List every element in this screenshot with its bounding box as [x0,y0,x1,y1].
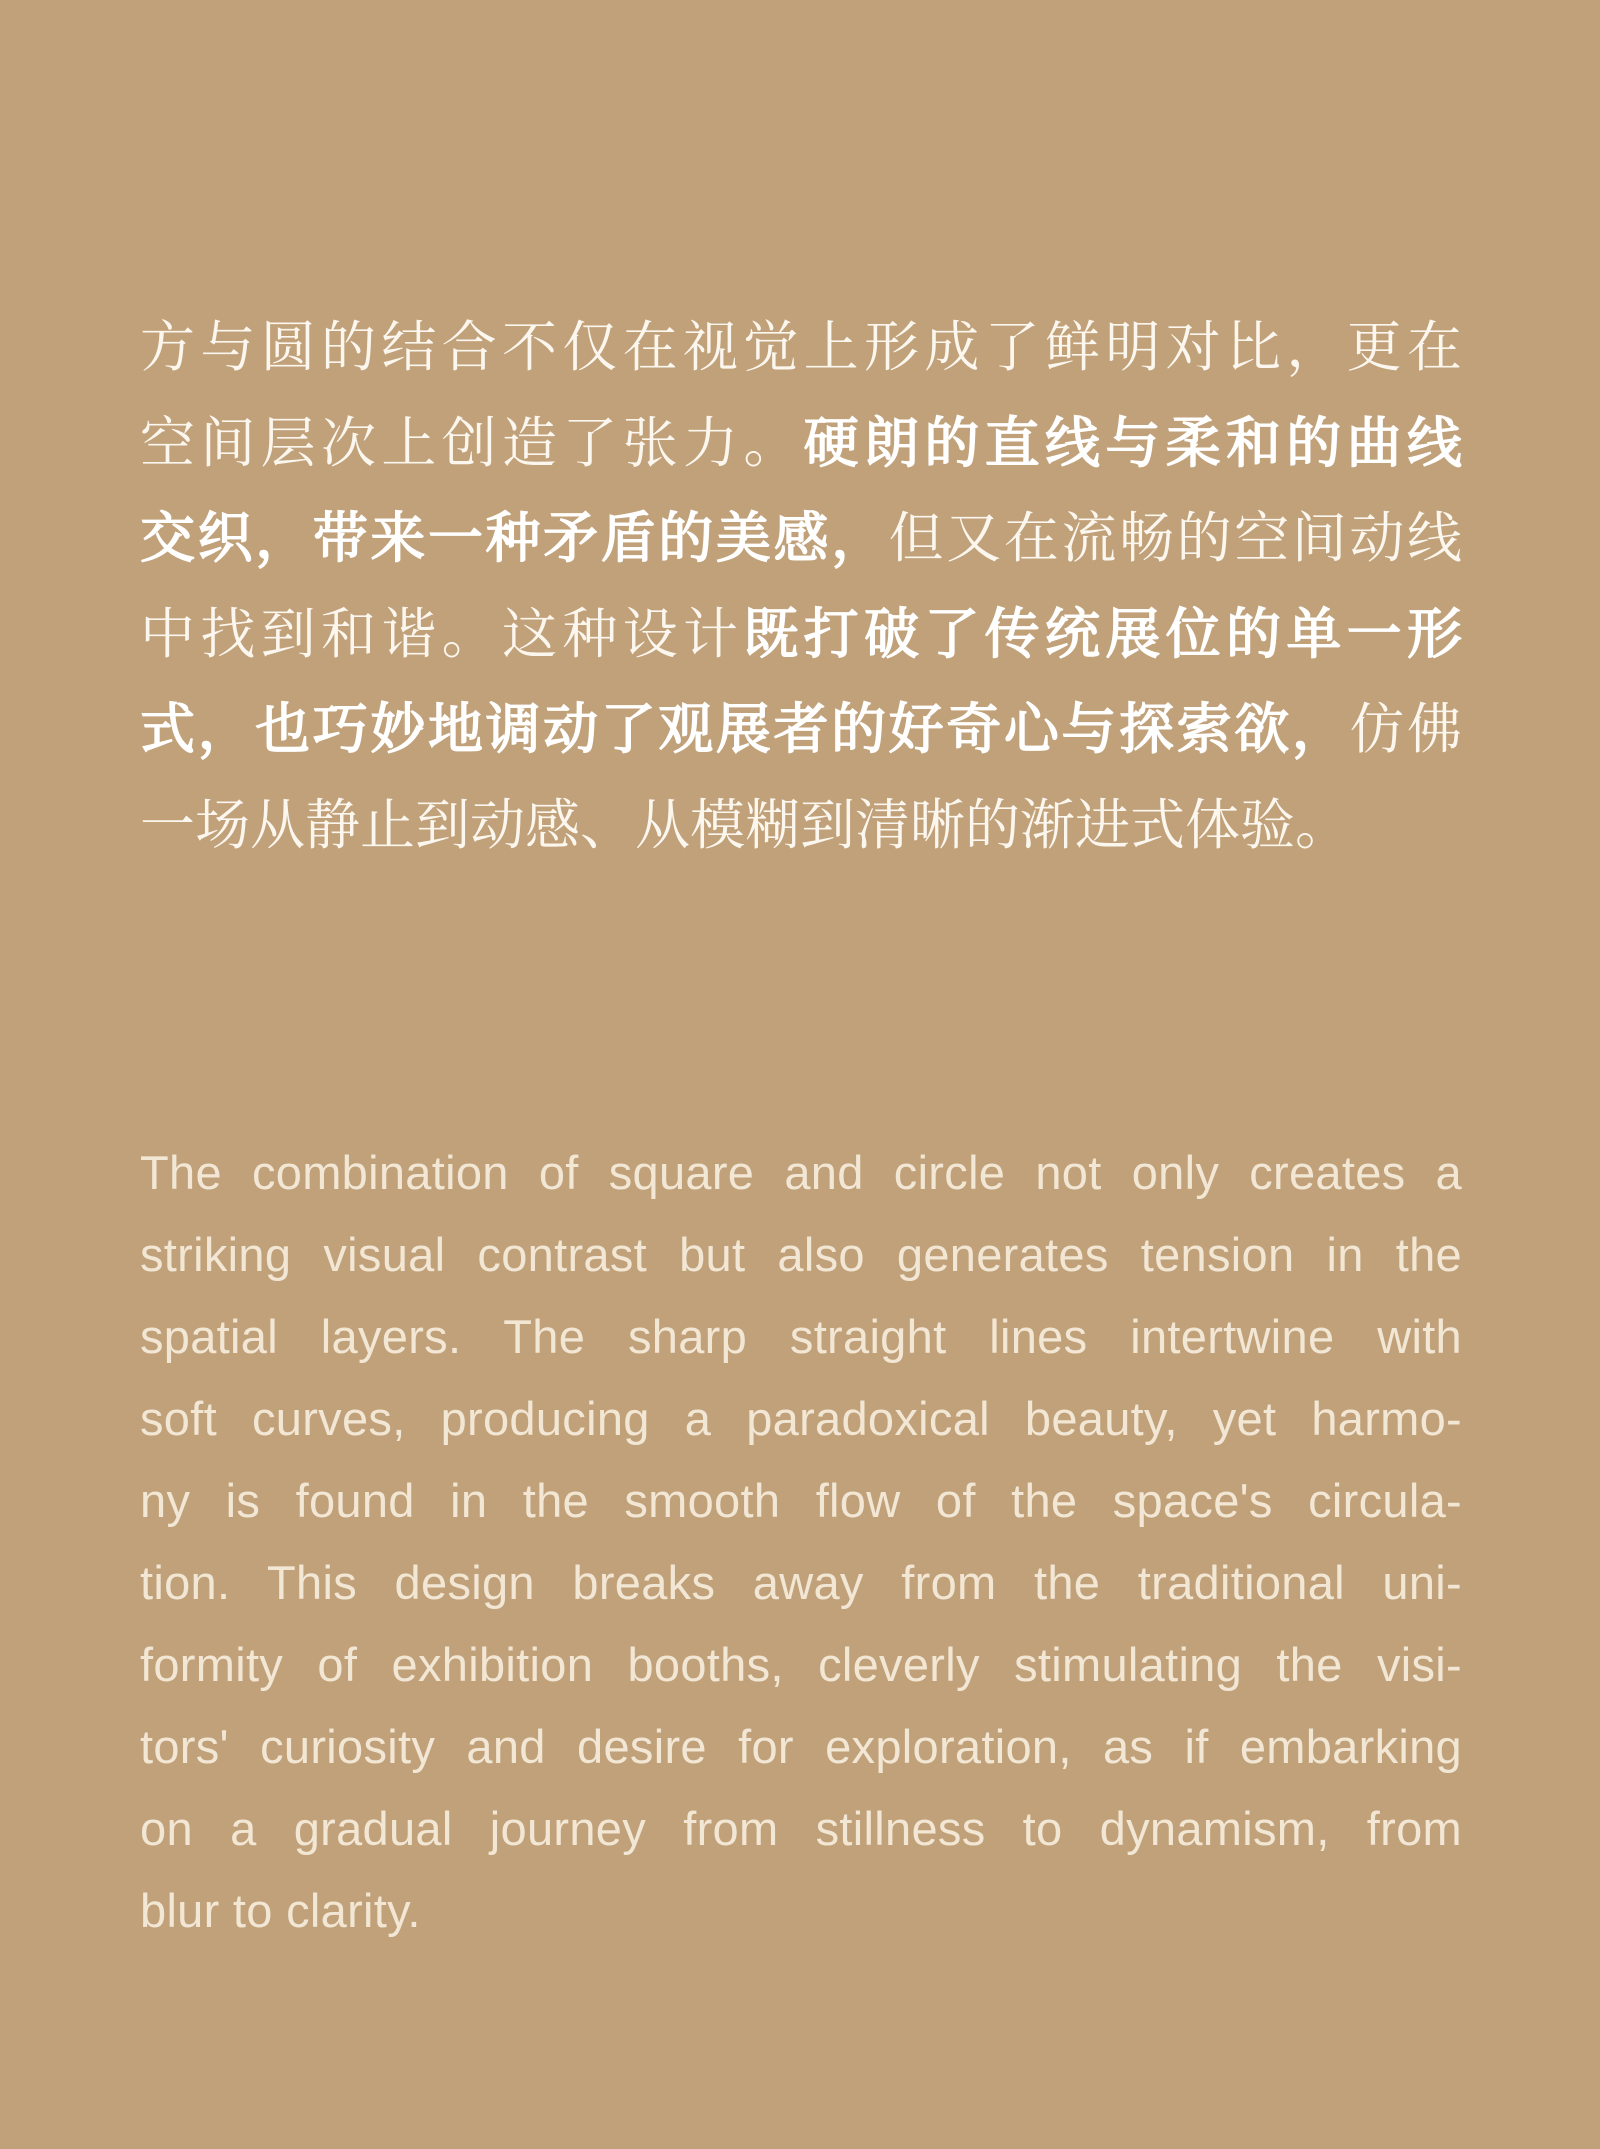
chinese-paragraph [140,300,1462,873]
chinese-emphasis-text: 式，也巧妙地调动了观展者的好奇心与探索欲， [140,697,1350,761]
chinese-text: 中找到和谐。这种设计 [140,601,744,666]
chinese-line [140,778,1462,874]
english-line: striking visual contrast but also generates tension in the [140,1228,1462,1281]
english-line: blur to clarity. [140,1884,421,1937]
chinese-line [140,587,1462,683]
chinese-line [140,682,1462,778]
chinese-line [140,396,1462,492]
chinese-text: 方与圆的结合不仅在视觉上形成了鲜明对比，更在 [140,315,1462,379]
chinese-emphasis-text: 硬朗的直线与柔和的曲线 [803,410,1462,475]
english-line: tors' curiosity and desire for exploration, as if embarking [140,1720,1462,1773]
chinese-text: 一场从静止到动感、从模糊到清晰的渐进式体验。 [140,792,1351,857]
english-line: formity of exhibition booths, cleverly stimulating the visi- [140,1638,1462,1691]
english-paragraph [140,1132,1462,1952]
chinese-text: 空间层次上创造了张力。 [140,410,804,475]
english-line: The combination of square and circle not only creates a [140,1146,1462,1199]
chinese-line [140,300,1462,396]
chinese-text: 但又在流畅的空间动线 [888,506,1462,570]
english-line: ny is found in the smooth flow of the space's circula- [140,1474,1462,1527]
chinese-text: 仿佛 [1349,697,1462,761]
chinese-emphasis-text: 交织，带来一种矛盾的美感， [140,506,889,570]
english-line: spatial layers. The sharp straight lines intertwine with [140,1310,1462,1363]
english-line: tion. This design breaks away from the traditional uni- [140,1556,1462,1609]
english-line: soft curves, producing a paradoxical beauty, yet harmo- [140,1392,1462,1445]
chinese-line [140,491,1462,587]
english-line: on a gradual journey from stillness to dynamism, from [140,1802,1462,1855]
chinese-emphasis-text: 既打破了传统展位的单一形 [743,601,1462,666]
